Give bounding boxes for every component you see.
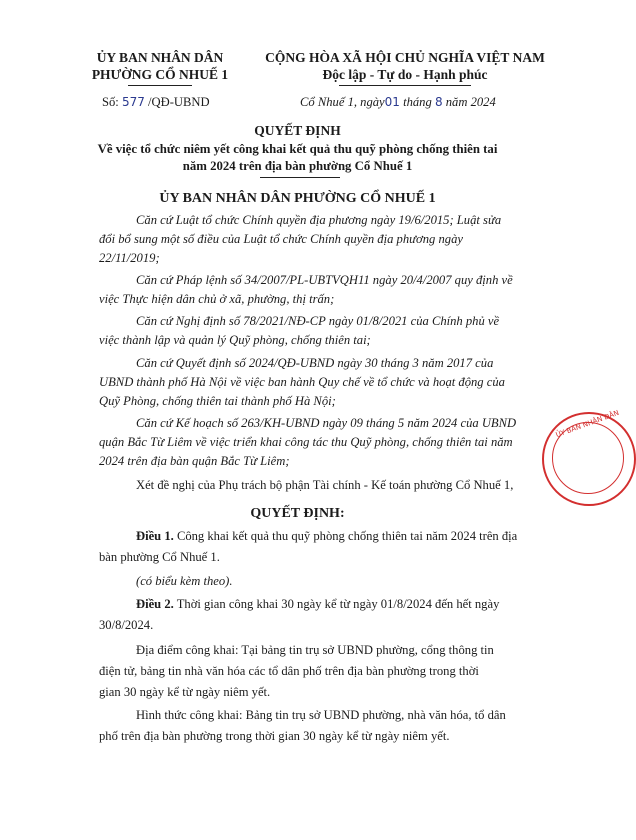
date-day: 01 <box>384 95 400 109</box>
article-2-text: Thời gian công khai 30 ngày kể từ ngày 01/8/2024 đến hết ngày <box>176 597 500 611</box>
ground-1-line-2: đổi bổ sung một số điều của Luật tổ chức Chính quyền địa phương ngày <box>99 232 463 246</box>
form-line-1: Hình thức công khai: Bảng tin trụ sở UBND phường, nhà văn hóa, tổ dân <box>136 708 506 722</box>
proposal-line: Xét đề nghị của Phụ trách bộ phận Tài chính - Kế toán phường Cổ Nhuế 1, <box>136 478 514 492</box>
date-part-1: Cổ Nhuế 1, ngày <box>300 95 385 109</box>
org-line-1: ỦY BAN NHÂN DÂN <box>96 50 224 65</box>
issuing-authority: ỦY BAN NHÂN DÂN PHƯỜNG CỔ NHUẾ 1 <box>159 191 436 206</box>
article-1-line-1 <box>136 529 517 544</box>
seal-text: ỦY BAN NHÂN DÂN <box>554 408 621 440</box>
article-2-line-2: 30/8/2024. <box>99 618 154 632</box>
motto-underline <box>339 85 471 86</box>
country-name: CỘNG HÒA XÃ HỘI CHỦ NGHĨA VIỆT NAM <box>265 50 545 65</box>
ground-4-line-3: Quỹ Phòng, chống thiên tai thành phố Hà Nội; <box>99 394 336 408</box>
article-2-line-1 <box>136 597 499 612</box>
date-part-3: năm 2024 <box>445 95 496 109</box>
ground-1-line-1: Căn cứ Luật tổ chức Chính quyền địa phương ngày 19/6/2015; Luật sửa <box>136 213 502 227</box>
decision-subtitle-2: năm 2024 trên địa bàn phường Cổ Nhuế 1 <box>182 159 413 173</box>
article-1-line-2: bàn phường Cổ Nhuế 1. <box>99 550 220 564</box>
document-date <box>300 95 496 110</box>
ground-2-line-2: việc Thực hiện dân chủ ở xã, phường, thị trấn; <box>99 292 335 306</box>
article-1-label: Điều 1. <box>136 529 174 543</box>
org-line-2: PHƯỜNG CỔ NHUẾ 1 <box>91 67 229 82</box>
ground-1-line-3: 22/11/2019; <box>99 251 160 265</box>
date-part-2: tháng <box>403 95 432 109</box>
ground-5-line-3: 2024 trên địa bàn quận Bắc Từ Liêm; <box>99 454 290 468</box>
org-underline <box>128 85 192 86</box>
article-2-label: Điều 2. <box>136 597 174 611</box>
article-1-text: Công khai kết quả thu quỹ phòng chống thiên tai năm 2024 trên địa <box>176 529 518 543</box>
decision-heading: QUYẾT ĐỊNH <box>254 123 341 138</box>
date-month: 8 <box>434 95 443 109</box>
title-underline <box>260 177 340 178</box>
place-line-2: điện tử, bảng tin nhà văn hóa các tổ dân phố trên địa bàn phường trong thời <box>99 664 479 678</box>
ground-5-line-1: Căn cứ Kế hoạch số 263/KH-UBND ngày 09 tháng 5 năm 2024 của UBND <box>136 416 517 430</box>
ground-3-line-1: Căn cứ Nghị định số 78/2021/NĐ-CP ngày 01/8/2021 của Chính phủ về <box>136 314 500 328</box>
document-number <box>102 95 210 110</box>
place-line-3: gian 30 ngày kể từ ngày niêm yết. <box>99 685 271 699</box>
number-suffix: /QĐ-UBND <box>148 95 210 109</box>
number-prefix: Số: <box>102 95 119 109</box>
decides-heading: QUYẾT ĐỊNH: <box>250 506 345 521</box>
official-seal <box>542 408 636 506</box>
ground-2-line-1: Căn cứ Pháp lệnh số 34/2007/PL-UBTVQH11 ngày 20/4/2007 quy định về <box>136 273 513 287</box>
article-1-note: (có biểu kèm theo). <box>136 574 233 588</box>
number-handwritten: 577 <box>121 95 145 109</box>
form-line-2: phố trên địa bàn phường trong thời gian 30 ngày kể từ ngày niêm yết. <box>99 729 450 743</box>
ground-5-line-2: quận Bắc Từ Liêm về việc triển khai công tác thu Quỹ phòng, chống thiên tai năm <box>99 435 513 449</box>
place-line-1: Địa điểm công khai: Tại bảng tin trụ sở UBND phường, cổng thông tin <box>136 643 494 657</box>
ground-4-line-2: UBND thành phố Hà Nội về việc ban hành Quy chế về tổ chức và hoạt động của <box>99 375 505 389</box>
ground-3-line-2: việc thành lập và quản lý Quỹ phòng, chống thiên tai; <box>99 333 371 347</box>
decision-subtitle-1: Về việc tổ chức niêm yết công khai kết quả thu quỹ phòng chống thiên tai <box>97 142 498 156</box>
motto: Độc lập - Tự do - Hạnh phúc <box>322 67 488 82</box>
ground-4-line-1: Căn cứ Quyết định số 2024/QĐ-UBND ngày 30 tháng 3 năm 2017 của <box>136 356 494 370</box>
